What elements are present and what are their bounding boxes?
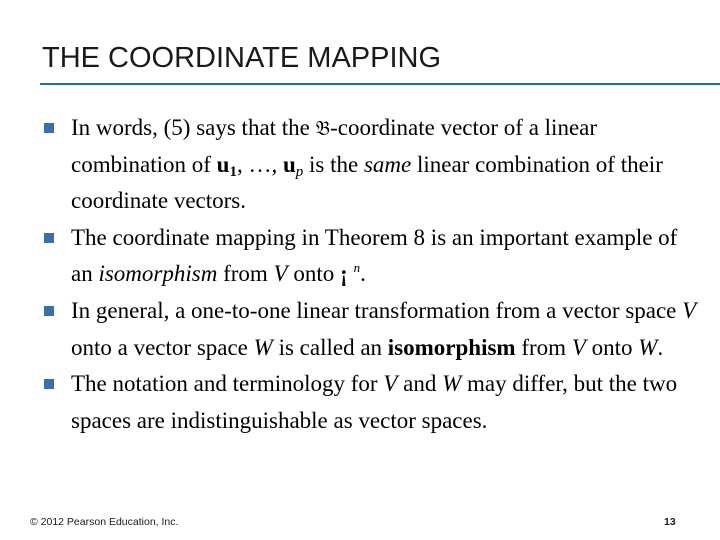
bullet-item: In words, (5) says that the 𝔅-coordinate vector of a linear combination of $u_1$, …, $u_p$ is the same linear combination of their coordinate vectors. <box>44 110 704 220</box>
real-numbers-symbol: ¡ <box>340 261 348 287</box>
square-bullet-icon <box>44 306 54 316</box>
square-bullet-icon <box>44 233 54 243</box>
footer-copyright: © 2012 Pearson Education, Inc. <box>30 516 179 528</box>
page-number: 13 <box>664 516 676 528</box>
isomorphism-term: isomorphism <box>387 334 516 360</box>
vector-u: u <box>282 151 296 177</box>
bullet-item: The coordinate mapping in Theorem 8 is an important example of an isomorphism from V onto ¡ $^n$. <box>44 220 704 293</box>
square-bullet-icon <box>44 123 54 133</box>
bullet-item: The notation and terminology for V and W may differ, but the two spaces are indistinguishable as vector spaces. <box>44 366 704 439</box>
square-bullet-icon <box>44 379 54 389</box>
basis-symbol: 𝔅 <box>315 116 331 140</box>
slide-title: THE COORDINATE MAPPING <box>42 42 442 74</box>
vector-u: u <box>216 151 230 177</box>
title-divider <box>40 83 720 85</box>
bullet-item: In general, a one-to-one linear transformation from a vector space V onto a vector space W is called an isomorphism from V onto W. <box>44 293 704 366</box>
bullet-list <box>44 110 704 439</box>
